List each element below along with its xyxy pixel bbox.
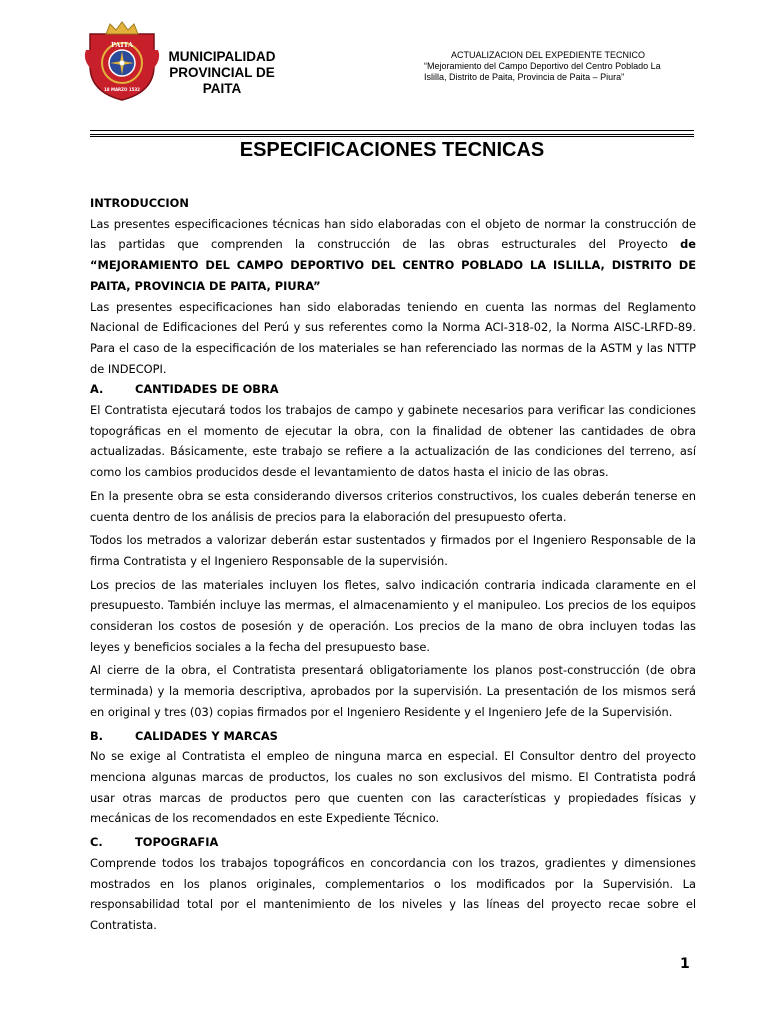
intro-paragraph-1-text: Las presentes especificaciones técnicas han sido elaboradas con el objeto de normar la construcción de las partidas que comprenden la construcción de las obras estructurales del Proyecto bbox=[90, 216, 696, 252]
municipality-name bbox=[162, 49, 282, 97]
section-a-paragraph-1: El Contratista ejecutará todos los trabajos de campo y gabinete necesarios para verificar las condiciones topográficas en el momento de ejecutar la obra, con la finalidad de obtener las cantidades de obra actualizadas. Básicamente, este trabajo se refiere a la actualización de las condiciones del terreno, así como los cambios producidos desde el levantamiento de datos hasta el inicio de las obras. bbox=[90, 403, 696, 480]
header-divider-thin bbox=[90, 130, 694, 131]
municipal-coat-of-arms-logo bbox=[84, 20, 160, 102]
logo-bottom-text: 18 MARZO 1532 bbox=[104, 87, 140, 92]
section-a-heading bbox=[90, 379, 696, 400]
intro-heading: INTRODUCCION bbox=[90, 196, 189, 210]
section-a-paragraph-2: En la presente obra se esta considerando diversos criterios constructivos, los cuales deberán tenerse en cuenta dentro de los análisis de precios para la elaboración del presupuesto oferta. bbox=[90, 488, 696, 524]
section-c-heading bbox=[90, 832, 696, 853]
section-a-title: CANTIDADES DE OBRA bbox=[135, 382, 279, 397]
document-body bbox=[90, 193, 696, 936]
section-b-letter: B. bbox=[90, 728, 104, 743]
municipality-line-2: PROVINCIAL DE bbox=[169, 65, 275, 80]
header-divider-double bbox=[90, 134, 694, 137]
section-b-paragraph-1: No se exige al Contratista el empleo de ninguna marca en especial. El Consultor dentro del proyecto menciona algunas marcas de productos, los cuales no son exclusivos del mismo. El Contratista podrá usar otras marcas de productos pero que cuenten con las características y propiedades físicas y mecánicas de los recomendados en este Expediente Técnico. bbox=[90, 749, 696, 826]
logo-top-text: PAITA bbox=[110, 41, 134, 49]
section-c-letter: C. bbox=[90, 835, 103, 850]
document-title: ESPECIFICACIONES TECNICAS bbox=[239, 139, 545, 161]
section-a-paragraph-3: Todos los metrados a valorizar deberán estar sustentados y firmados por el Ingeniero Responsable de la firma Contratista y el Ingeniero Responsable de la supervisión. bbox=[90, 533, 696, 568]
project-header bbox=[410, 50, 686, 83]
section-c-paragraph-1: Comprende todos los trabajos topográficos en concordancia con los trazos, gradientes y dimensiones mostrados en los planos originales, complementarios o los modificados por la Supervisión. La responsabilidad total por el mantenimiento de los niveles y las líneas del proyecto recae sobre el Contratista. bbox=[90, 855, 696, 932]
section-c-title: TOPOGRAFIA bbox=[135, 835, 219, 850]
intro-paragraph-1 bbox=[90, 214, 696, 297]
project-header-line-2: “Mejoramiento del Campo Deportivo del Centro Poblado La bbox=[424, 61, 661, 71]
project-name-bold: de “MEJORAMIENTO DEL CAMPO DEPORTIVO DEL CENTRO POBLADO LA ISLILLA, DISTRITO DE PAITA, PROVINCIA DE PAITA, PIURA” bbox=[90, 237, 696, 293]
section-b-heading bbox=[90, 726, 696, 747]
project-header-line-1: ACTUALIZACION DEL EXPEDIENTE TECNICO bbox=[450, 50, 646, 60]
intro-paragraph-2: Las presentes especificaciones han sido elaboradas teniendo en cuenta las normas del Reglamento Nacional de Edificaciones del Perú y sus referentes como la Norma ACI-318-02, la Norma AISC-LRFD-89. Para el caso de la especificación de los materiales se han referenciado las normas de la ASTM y las NTTP de INDECOPI. bbox=[90, 299, 696, 376]
municipality-line-3: PAITA bbox=[202, 81, 242, 96]
project-header-line-3: Islilla, Distrito de Paita, Provincia de Paita – Piura” bbox=[424, 72, 625, 82]
section-a-paragraph-5: Al cierre de la obra, el Contratista presentará obligatoriamente los planos post-construcción (de obra terminada) y la memoria descriptiva, aprobados por la supervisión. La presentación de los mismos será en original y tres (03) copias firmados por el Ingeniero Residente y el Ingeniero Jefe de la Supervisión. bbox=[90, 663, 696, 719]
section-a-paragraph-4: Los precios de las materiales incluyen los fletes, salvo indicación contraria indicada claramente en el presupuesto. También incluye las mermas, el almacenamiento y el manipuleo. Los precios de los equipos consideran los costos de posesión y de operación. Los precios de la mano de obra incluyen todas las leyes y beneficios sociales a la fecha del presupuesto base. bbox=[90, 577, 696, 654]
municipality-line-1: MUNICIPALIDAD bbox=[168, 49, 276, 64]
page-number: 1 bbox=[680, 956, 690, 972]
section-b-title: CALIDADES Y MARCAS bbox=[135, 728, 278, 743]
section-a-letter: A. bbox=[90, 382, 104, 397]
